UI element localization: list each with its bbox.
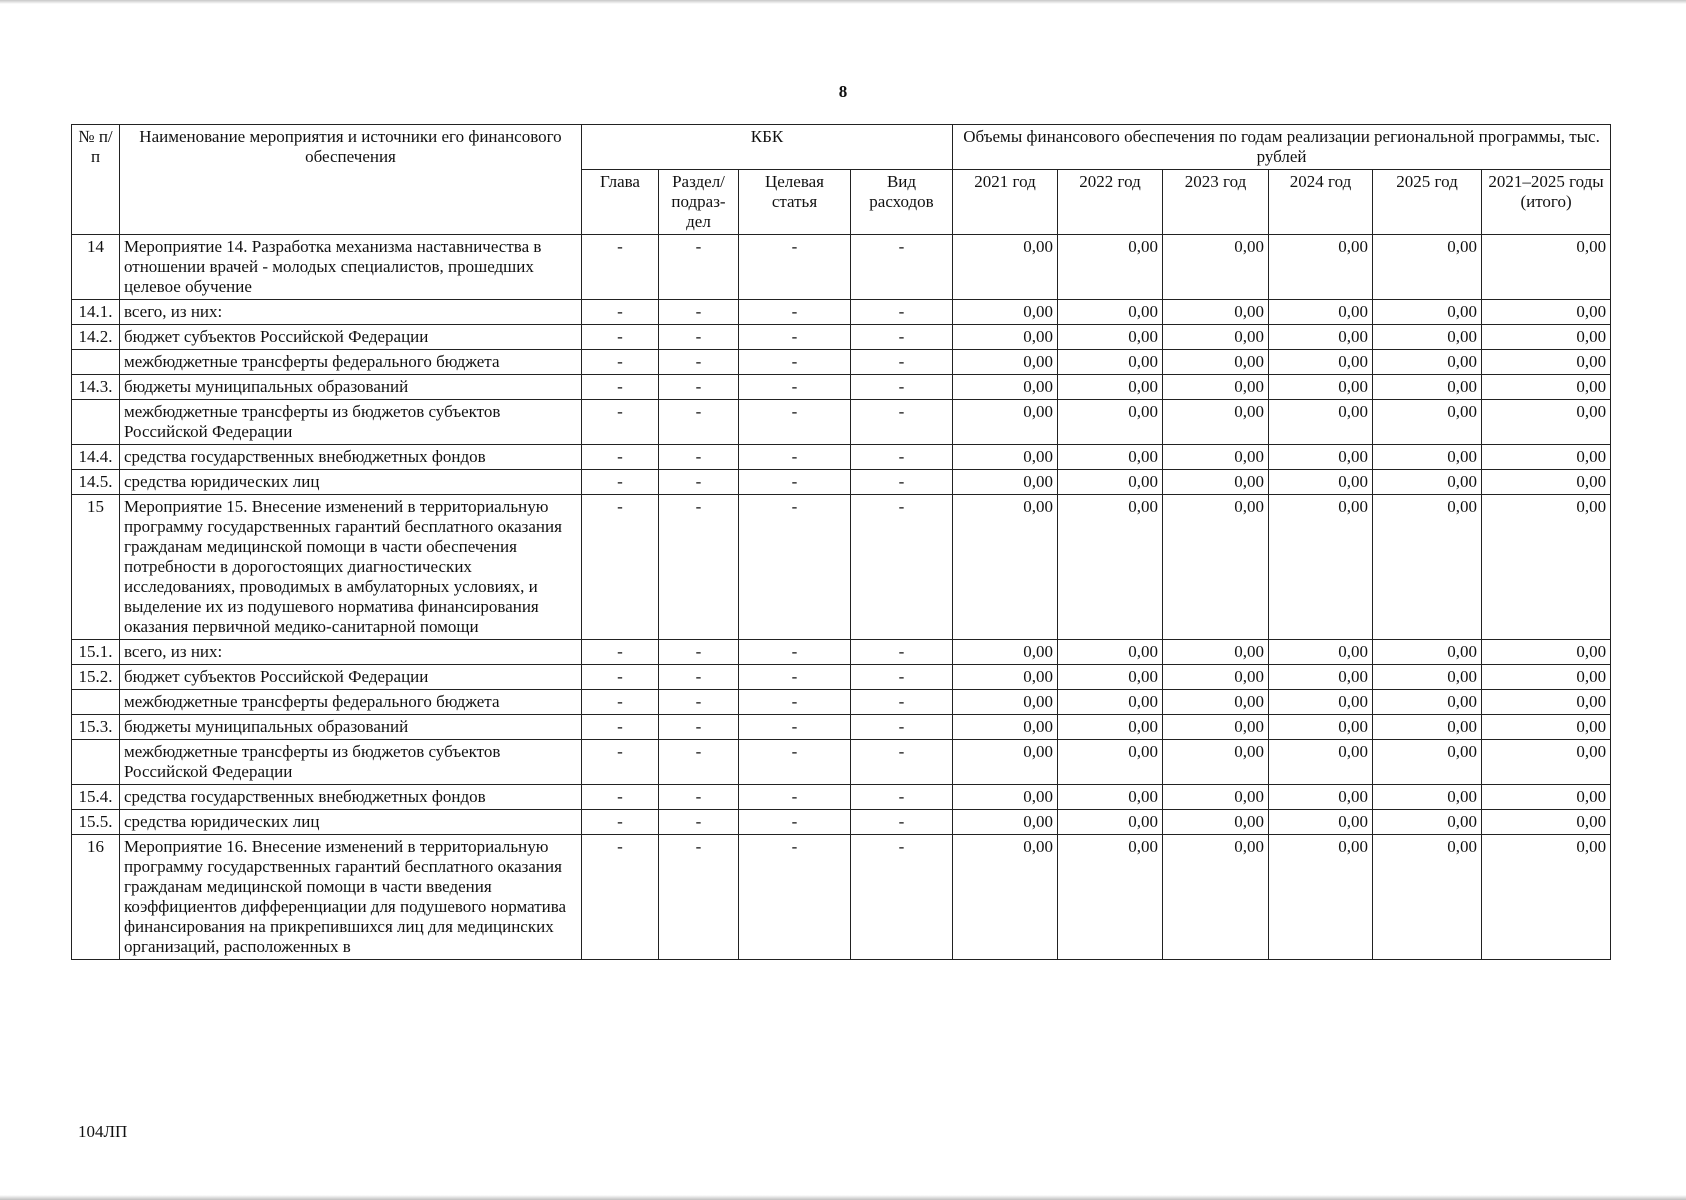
- value-2024-cell: 0,00: [1269, 740, 1373, 785]
- value-2024-cell: 0,00: [1269, 810, 1373, 835]
- value-2021-cell: 0,00: [953, 350, 1058, 375]
- table-row: [72, 665, 1611, 690]
- kbk-celevaya-cell: -: [739, 375, 851, 400]
- value-2022-cell: 0,00: [1058, 640, 1163, 665]
- kbk-glava-cell: -: [582, 235, 659, 300]
- value-2024-cell: 0,00: [1269, 495, 1373, 640]
- value-2021-cell: 0,00: [953, 445, 1058, 470]
- kbk-vid-cell: -: [851, 445, 953, 470]
- kbk-vid-cell: -: [851, 740, 953, 785]
- kbk-glava-cell: -: [582, 495, 659, 640]
- row-name: межбюджетные трансферты из бюджетов субъектов Российской Федерации: [120, 400, 582, 445]
- value-2021-cell: 0,00: [953, 810, 1058, 835]
- row-number: 14.5.: [72, 470, 120, 495]
- kbk-razdel-cell: -: [659, 350, 739, 375]
- kbk-celevaya-cell: -: [739, 640, 851, 665]
- table-row: [72, 445, 1611, 470]
- value-2022-cell: 0,00: [1058, 350, 1163, 375]
- value-2024-cell: 0,00: [1269, 300, 1373, 325]
- kbk-vid-cell: -: [851, 470, 953, 495]
- value-2023-cell: 0,00: [1163, 810, 1269, 835]
- kbk-vid-cell: -: [851, 375, 953, 400]
- table-row: [72, 835, 1611, 960]
- value-2023-cell: 0,00: [1163, 300, 1269, 325]
- value-total-cell: 0,00: [1482, 375, 1611, 400]
- kbk-razdel-cell: -: [659, 690, 739, 715]
- row-number: 15: [72, 495, 120, 640]
- kbk-glava-cell: -: [582, 810, 659, 835]
- kbk-razdel-cell: -: [659, 715, 739, 740]
- value-2025-cell: 0,00: [1373, 715, 1482, 740]
- row-number: 15.1.: [72, 640, 120, 665]
- kbk-razdel-cell: -: [659, 400, 739, 445]
- row-number: 15.5.: [72, 810, 120, 835]
- value-2024-cell: 0,00: [1269, 690, 1373, 715]
- header-vid: Вид расходов: [851, 170, 953, 235]
- row-name: средства юридических лиц: [120, 470, 582, 495]
- row-name: Мероприятие 16. Внесение изменений в территориальную программу государственных гарантий бесплатного оказания гражданам медицинской помощи в части введения коэффициентов дифференциации для подушевого норматива финансирования на прикрепившихся лиц для медицинских организаций, расположенных в: [120, 835, 582, 960]
- kbk-vid-cell: -: [851, 400, 953, 445]
- value-2024-cell: 0,00: [1269, 835, 1373, 960]
- row-number: 14.3.: [72, 375, 120, 400]
- value-2021-cell: 0,00: [953, 715, 1058, 740]
- value-2022-cell: 0,00: [1058, 445, 1163, 470]
- value-2025-cell: 0,00: [1373, 235, 1482, 300]
- document-code: 104ЛП: [78, 1122, 128, 1141]
- value-2025-cell: 0,00: [1373, 325, 1482, 350]
- table-row: [72, 810, 1611, 835]
- kbk-razdel-cell: -: [659, 810, 739, 835]
- row-name: средства государственных внебюджетных фондов: [120, 785, 582, 810]
- kbk-vid-cell: -: [851, 300, 953, 325]
- row-number: 14.1.: [72, 300, 120, 325]
- value-2023-cell: 0,00: [1163, 470, 1269, 495]
- value-total-cell: 0,00: [1482, 740, 1611, 785]
- kbk-vid-cell: -: [851, 495, 953, 640]
- value-2025-cell: 0,00: [1373, 690, 1482, 715]
- row-number: [72, 740, 120, 785]
- value-2023-cell: 0,00: [1163, 715, 1269, 740]
- value-2023-cell: 0,00: [1163, 785, 1269, 810]
- scan-edge-top: [0, 0, 1686, 4]
- value-2023-cell: 0,00: [1163, 835, 1269, 960]
- row-number: 15.4.: [72, 785, 120, 810]
- value-2024-cell: 0,00: [1269, 350, 1373, 375]
- header-2022: 2022 год: [1058, 170, 1163, 235]
- value-total-cell: 0,00: [1482, 235, 1611, 300]
- kbk-razdel-cell: -: [659, 375, 739, 400]
- kbk-vid-cell: -: [851, 350, 953, 375]
- kbk-razdel-cell: -: [659, 665, 739, 690]
- value-2024-cell: 0,00: [1269, 445, 1373, 470]
- value-2025-cell: 0,00: [1373, 350, 1482, 375]
- value-2024-cell: 0,00: [1269, 470, 1373, 495]
- value-2022-cell: 0,00: [1058, 785, 1163, 810]
- value-2021-cell: 0,00: [953, 665, 1058, 690]
- value-2023-cell: 0,00: [1163, 235, 1269, 300]
- value-2022-cell: 0,00: [1058, 495, 1163, 640]
- kbk-celevaya-cell: -: [739, 300, 851, 325]
- value-2021-cell: 0,00: [953, 740, 1058, 785]
- header-2024: 2024 год: [1269, 170, 1373, 235]
- value-2025-cell: 0,00: [1373, 495, 1482, 640]
- table-row: [72, 350, 1611, 375]
- value-2021-cell: 0,00: [953, 235, 1058, 300]
- value-2021-cell: 0,00: [953, 470, 1058, 495]
- value-2023-cell: 0,00: [1163, 350, 1269, 375]
- kbk-glava-cell: -: [582, 715, 659, 740]
- kbk-glava-cell: -: [582, 665, 659, 690]
- row-name: средства юридических лиц: [120, 810, 582, 835]
- row-name: межбюджетные трансферты из бюджетов субъектов Российской Федерации: [120, 740, 582, 785]
- row-number: 16: [72, 835, 120, 960]
- value-2022-cell: 0,00: [1058, 690, 1163, 715]
- header-row-1: [72, 125, 1611, 170]
- value-total-cell: 0,00: [1482, 665, 1611, 690]
- value-2021-cell: 0,00: [953, 325, 1058, 350]
- kbk-glava-cell: -: [582, 400, 659, 445]
- value-total-cell: 0,00: [1482, 835, 1611, 960]
- row-number: [72, 350, 120, 375]
- kbk-glava-cell: -: [582, 470, 659, 495]
- header-2025: 2025 год: [1373, 170, 1482, 235]
- value-total-cell: 0,00: [1482, 300, 1611, 325]
- value-total-cell: 0,00: [1482, 640, 1611, 665]
- row-number: [72, 400, 120, 445]
- value-total-cell: 0,00: [1482, 495, 1611, 640]
- row-number: 14: [72, 235, 120, 300]
- row-number: 14.4.: [72, 445, 120, 470]
- kbk-vid-cell: -: [851, 690, 953, 715]
- kbk-glava-cell: -: [582, 690, 659, 715]
- table-row: [72, 640, 1611, 665]
- kbk-celevaya-cell: -: [739, 445, 851, 470]
- header-num: № п/п: [72, 125, 120, 235]
- value-2023-cell: 0,00: [1163, 740, 1269, 785]
- value-2022-cell: 0,00: [1058, 740, 1163, 785]
- value-2025-cell: 0,00: [1373, 375, 1482, 400]
- value-2025-cell: 0,00: [1373, 665, 1482, 690]
- value-2021-cell: 0,00: [953, 640, 1058, 665]
- kbk-razdel-cell: -: [659, 445, 739, 470]
- row-name: всего, из них:: [120, 300, 582, 325]
- value-total-cell: 0,00: [1482, 350, 1611, 375]
- value-2022-cell: 0,00: [1058, 665, 1163, 690]
- financing-table: [71, 124, 1611, 960]
- value-2021-cell: 0,00: [953, 375, 1058, 400]
- table-row: [72, 495, 1611, 640]
- value-2023-cell: 0,00: [1163, 400, 1269, 445]
- kbk-razdel-cell: -: [659, 785, 739, 810]
- table-row: [72, 715, 1611, 740]
- value-total-cell: 0,00: [1482, 470, 1611, 495]
- table-row: [72, 300, 1611, 325]
- header-glava: Глава: [582, 170, 659, 235]
- row-number: [72, 690, 120, 715]
- row-name: бюджет субъектов Российской Федерации: [120, 325, 582, 350]
- kbk-vid-cell: -: [851, 715, 953, 740]
- row-name: межбюджетные трансферты федерального бюджета: [120, 350, 582, 375]
- table-body: [72, 235, 1611, 960]
- value-2025-cell: 0,00: [1373, 835, 1482, 960]
- kbk-celevaya-cell: -: [739, 785, 851, 810]
- value-2022-cell: 0,00: [1058, 375, 1163, 400]
- table-row: [72, 325, 1611, 350]
- value-total-cell: 0,00: [1482, 715, 1611, 740]
- value-2022-cell: 0,00: [1058, 325, 1163, 350]
- header-funding: Объемы финансового обеспечения по годам реализации региональной программы, тыс. рублей: [953, 125, 1611, 170]
- kbk-razdel-cell: -: [659, 495, 739, 640]
- kbk-razdel-cell: -: [659, 235, 739, 300]
- value-2024-cell: 0,00: [1269, 325, 1373, 350]
- value-2021-cell: 0,00: [953, 690, 1058, 715]
- kbk-glava-cell: -: [582, 325, 659, 350]
- kbk-celevaya-cell: -: [739, 740, 851, 785]
- value-2024-cell: 0,00: [1269, 375, 1373, 400]
- kbk-celevaya-cell: -: [739, 690, 851, 715]
- row-number: 14.2.: [72, 325, 120, 350]
- kbk-glava-cell: -: [582, 350, 659, 375]
- value-total-cell: 0,00: [1482, 690, 1611, 715]
- header-total: 2021–2025 годы (итого): [1482, 170, 1611, 235]
- value-2021-cell: 0,00: [953, 785, 1058, 810]
- value-2025-cell: 0,00: [1373, 640, 1482, 665]
- kbk-celevaya-cell: -: [739, 835, 851, 960]
- value-2021-cell: 0,00: [953, 835, 1058, 960]
- kbk-celevaya-cell: -: [739, 810, 851, 835]
- value-total-cell: 0,00: [1482, 445, 1611, 470]
- row-name: Мероприятие 14. Разработка механизма наставничества в отношении врачей - молодых специалистов, прошедших целевое обучение: [120, 235, 582, 300]
- kbk-celevaya-cell: -: [739, 325, 851, 350]
- value-total-cell: 0,00: [1482, 400, 1611, 445]
- kbk-celevaya-cell: -: [739, 715, 851, 740]
- value-2022-cell: 0,00: [1058, 835, 1163, 960]
- table-row: [72, 690, 1611, 715]
- value-total-cell: 0,00: [1482, 325, 1611, 350]
- value-2021-cell: 0,00: [953, 400, 1058, 445]
- value-2021-cell: 0,00: [953, 495, 1058, 640]
- value-2023-cell: 0,00: [1163, 665, 1269, 690]
- kbk-vid-cell: -: [851, 665, 953, 690]
- kbk-celevaya-cell: -: [739, 235, 851, 300]
- value-2023-cell: 0,00: [1163, 690, 1269, 715]
- kbk-razdel-cell: -: [659, 325, 739, 350]
- value-2022-cell: 0,00: [1058, 235, 1163, 300]
- kbk-razdel-cell: -: [659, 470, 739, 495]
- value-2023-cell: 0,00: [1163, 375, 1269, 400]
- table-row: [72, 400, 1611, 445]
- header-name: Наименование мероприятия и источники его финансового обеспечения: [120, 125, 582, 235]
- value-2025-cell: 0,00: [1373, 810, 1482, 835]
- kbk-razdel-cell: -: [659, 300, 739, 325]
- value-total-cell: 0,00: [1482, 785, 1611, 810]
- kbk-glava-cell: -: [582, 640, 659, 665]
- value-2023-cell: 0,00: [1163, 445, 1269, 470]
- value-2023-cell: 0,00: [1163, 325, 1269, 350]
- kbk-glava-cell: -: [582, 375, 659, 400]
- value-2021-cell: 0,00: [953, 300, 1058, 325]
- kbk-celevaya-cell: -: [739, 350, 851, 375]
- scan-edge-bottom: [0, 1195, 1686, 1200]
- header-2021: 2021 год: [953, 170, 1058, 235]
- kbk-vid-cell: -: [851, 835, 953, 960]
- kbk-razdel-cell: -: [659, 740, 739, 785]
- kbk-glava-cell: -: [582, 785, 659, 810]
- row-number: 15.2.: [72, 665, 120, 690]
- value-2022-cell: 0,00: [1058, 810, 1163, 835]
- kbk-vid-cell: -: [851, 640, 953, 665]
- value-2025-cell: 0,00: [1373, 400, 1482, 445]
- value-2023-cell: 0,00: [1163, 640, 1269, 665]
- table-row: [72, 470, 1611, 495]
- value-2022-cell: 0,00: [1058, 300, 1163, 325]
- header-celevaya: Целевая статья: [739, 170, 851, 235]
- kbk-celevaya-cell: -: [739, 400, 851, 445]
- header-kbk: КБК: [582, 125, 953, 170]
- row-name: Мероприятие 15. Внесение изменений в территориальную программу государственных гарантий бесплатного оказания гражданам медицинской помощи в части обеспечения потребности в дорогостоящих диагностических исследованиях, проводимых в амбулаторных условиях, и выделение их из подушевого норматива финансирования оказания первичной медико-санитарной помощи: [120, 495, 582, 640]
- kbk-celevaya-cell: -: [739, 495, 851, 640]
- row-name: средства государственных внебюджетных фондов: [120, 445, 582, 470]
- kbk-vid-cell: -: [851, 810, 953, 835]
- table-row: [72, 785, 1611, 810]
- kbk-razdel-cell: -: [659, 640, 739, 665]
- value-2023-cell: 0,00: [1163, 495, 1269, 640]
- kbk-glava-cell: -: [582, 300, 659, 325]
- kbk-celevaya-cell: -: [739, 665, 851, 690]
- row-name: бюджеты муниципальных образований: [120, 375, 582, 400]
- header-2023: 2023 год: [1163, 170, 1269, 235]
- value-2025-cell: 0,00: [1373, 740, 1482, 785]
- row-name: бюджет субъектов Российской Федерации: [120, 665, 582, 690]
- header-razdel: Раздел/ подраз-дел: [659, 170, 739, 235]
- value-2025-cell: 0,00: [1373, 470, 1482, 495]
- value-2022-cell: 0,00: [1058, 470, 1163, 495]
- value-2024-cell: 0,00: [1269, 640, 1373, 665]
- row-name: межбюджетные трансферты федерального бюджета: [120, 690, 582, 715]
- kbk-vid-cell: -: [851, 235, 953, 300]
- row-name: бюджеты муниципальных образований: [120, 715, 582, 740]
- kbk-glava-cell: -: [582, 835, 659, 960]
- value-2024-cell: 0,00: [1269, 785, 1373, 810]
- table-row: [72, 375, 1611, 400]
- value-2025-cell: 0,00: [1373, 300, 1482, 325]
- kbk-vid-cell: -: [851, 785, 953, 810]
- row-number: 15.3.: [72, 715, 120, 740]
- value-2025-cell: 0,00: [1373, 445, 1482, 470]
- row-name: всего, из них:: [120, 640, 582, 665]
- value-2025-cell: 0,00: [1373, 785, 1482, 810]
- page-number: 8: [838, 82, 848, 101]
- kbk-vid-cell: -: [851, 325, 953, 350]
- value-2024-cell: 0,00: [1269, 715, 1373, 740]
- table-row: [72, 740, 1611, 785]
- value-2022-cell: 0,00: [1058, 400, 1163, 445]
- table-row: [72, 235, 1611, 300]
- kbk-razdel-cell: -: [659, 835, 739, 960]
- kbk-glava-cell: -: [582, 740, 659, 785]
- kbk-glava-cell: -: [582, 445, 659, 470]
- value-2024-cell: 0,00: [1269, 235, 1373, 300]
- value-2024-cell: 0,00: [1269, 400, 1373, 445]
- value-2024-cell: 0,00: [1269, 665, 1373, 690]
- value-total-cell: 0,00: [1482, 810, 1611, 835]
- value-2022-cell: 0,00: [1058, 715, 1163, 740]
- kbk-celevaya-cell: -: [739, 470, 851, 495]
